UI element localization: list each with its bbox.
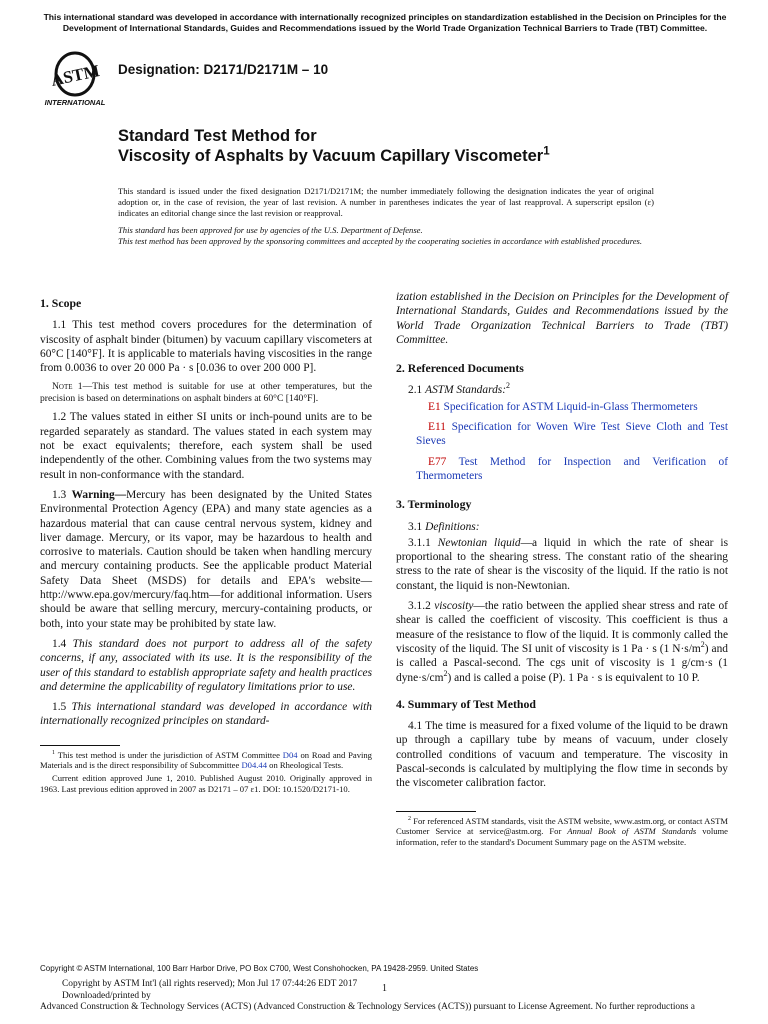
footnote-divider — [40, 745, 120, 746]
intro-block — [118, 186, 654, 253]
para-1-5-continued: ization established in the Decision on Principles for the Development of International Standards, Guides and Recommendations issued by the World Trade Organization Technical Barriers to Trade (TBT) Committee. — [396, 291, 728, 346]
left-column — [40, 290, 372, 797]
section-heading-referenced-documents: 2. Referenced Documents — [396, 361, 524, 376]
para-1-1: 1.1 This test method covers procedures for the determination of viscosity of asphalt binder (bitumen) by vacuum capillary viscometers at 60°C [140°F]. It is applicable to materials having viscosities in the range from 0.0036 to over 20 000 Pa · s [0.036 to over 200 000 P]. — [40, 319, 372, 375]
reference-e1[interactable]: E1 Specification for ASTM Liquid-in-Glass Thermometers — [428, 400, 698, 413]
title-footnote-ref[interactable]: 1 — [543, 145, 550, 158]
download-info: Copyright by ASTM Int'l (all rights reserved); Mon Jul 17 07:44:26 EDT 2017 Downloaded/printed by Advanced Construction & Technology Services (ACTS) (Advanced Construction & Technology Services (ACTS)) pursuant to License Agreement. No further reproductions a — [40, 979, 695, 1012]
title-line-2: Viscosity of Asphalts by Vacuum Capillary Viscometer$^1$ — [118, 145, 550, 165]
astm-logo-icon — [40, 50, 110, 108]
para-3-1: 3.1 Definitions: — [408, 520, 480, 533]
top-notice: This international standard was developed in accordance with internationally recognized principles on standardization established in the Decision on Principles for the Development of International Standards, Guides and Recommendations issued by the World Trade Organization Technical Barriers to Trade (TBT) Committee. — [43, 12, 727, 33]
page-footer — [40, 964, 760, 1014]
para-1-2: 1.2 The values stated in either SI units or inch-pound units are to be regarded separately as standard. The values stated in each system may not be exact equivalents; therefore, each system shall be used independently of the other. Combining values from the two systems may result in non-conformance with the standard. — [40, 411, 372, 481]
para-3-1-1: 3.1.1 Newtonian liquid—a liquid in which the rate of shear is proportional to the shearing stress. The constant ratio of the shearing stress to the rate of shear is the viscosity of the liquid. If the ratio is not constant, the liquid is non-Newtonian. — [396, 536, 728, 592]
copyright-line: Copyright © ASTM International, 100 Barr Harbor Drive, PO Box C700, West Conshohocken, PA 19428-2959. United States — [40, 964, 479, 973]
section-heading-terminology: 3. Terminology — [396, 497, 472, 512]
link-d04-44[interactable]: D04.44 — [241, 760, 267, 771]
reference-e11[interactable]: E11 Specification for Woven Wire Test Sieve Cloth and Test Sieves — [416, 421, 728, 448]
para-4-1: 4.1 The time is measured for a fixed volume of the liquid to be drawn up through a capillary tube by means of vacuum, under closely controlled conditions of vacuum and temperature. The viscosity in Pascal-seconds is calculated by multiplying the flow time in seconds by the viscometer calibration factor. — [396, 720, 728, 790]
footnote-1: $^1$ This test method is under the jurisdiction of ASTM Committee D04 on Road and Paving Materials and is the direct responsibility of Subcommittee D04.44 on Rheological Tests. Current edition approved June 1, 2010. Published August 2010. Originally approved in 1963. Last previous edition approved in 2007 as D2171 – 07 ε1. DOI: 10.1520/D2171-10. — [40, 749, 372, 794]
title-line-1: Standard Test Method for — [118, 127, 317, 145]
section-heading-scope: 1. Scope — [40, 296, 82, 310]
footnote-2: $^2$ For referenced ASTM standards, visit the ASTM website, www.astm.org, or contact ASTM Customer Service at service@astm.org. For Annual Book of ASTM Standards volume information, refer to the standard's Document Summary page on the ASTM website. — [396, 815, 729, 848]
para-1-5: 1.5 This international standard was developed in accordance with internationally recognized principles on standard- — [40, 701, 372, 728]
right-column — [396, 290, 728, 850]
note-1: Note 1—This test method is suitable for use at other temperatures, but the precision is based on determinations on asphalt binders at 60°C [140°F]. — [40, 381, 373, 404]
logo-text: ASTM — [49, 61, 102, 90]
para-3-1-2: 3.1.2 viscosity—the ratio between the applied shear stress and rate of shear is called the coefficient of viscosity. This coefficient is thus a measure of the resistance to flow of the liquid. It is commonly called the viscosity of the liquid. The SI unit of viscosity is 1 Pa · s (1 $N\cdot s/m^2$) and is called a Pascal-second. The cgs unit of viscosity is 1 g/cm·s (1 $dyne\cdot s/cm^2$) and is called a poise (P). 1 Pa · s is equivalent to 10 P. — [396, 600, 729, 684]
intro-approval-text: This test method has been approved by the sponsoring committees and accepted by the cooperating societies in accordance with established procedures. — [118, 236, 643, 246]
footnote-divider-2 — [396, 811, 476, 812]
para-2-1: 2.1 ASTM Standards:$^2$ — [408, 381, 510, 397]
page-number: 1 — [382, 983, 387, 994]
logo-subtext: INTERNATIONAL — [44, 98, 106, 107]
link-d04[interactable]: D04 — [282, 749, 298, 760]
section-heading-summary: 4. Summary of Test Method — [396, 696, 536, 711]
para-1-4: 1.4 This standard does not purport to address all of the safety concerns, if any, associated with its use. It is the responsibility of the user of this standard to establish appropriate safety and health practices and determine the applicability of regulatory limitations prior to use. — [40, 637, 372, 693]
designation: Designation: D2171/D2171M – 10 — [118, 62, 329, 77]
intro-designation-text: This standard is issued under the fixed designation D2171/D2171M; the number immediately following the designation indicates the year of original adoption or, in the case of revision, the year of last revision. A number in parentheses indicates the year of last reapproval. A superscript epsilon (ε) indicates an editorial change since the last revision or reapproval. — [118, 186, 654, 218]
para-1-3: 1.3 Warning—Mercury has been designated by the United States Environmental Protection Agency (EPA) and many state agencies as a hazardous material that can cause central nervous system, kidney and liver damage. Mercury, or its vapor, may be hazardous to health and corrosive to materials. Caution should be taken when handling mercury and mercury containing products. See the applicable product Material Safety Data Sheet (MSDS) for details and EPA's website—http://www.epa.gov/mercury/faq.htm—for additional information. Users should be aware that selling mercury, mercury-containing products, or both, into your state may be prohibited by state law. — [40, 488, 372, 630]
reference-e77[interactable]: E77 Test Method for Inspection and Verification of Thermometers — [416, 455, 728, 482]
intro-dod-text: This standard has been approved for use by agencies of the U.S. Department of Defense. — [118, 225, 423, 235]
document-title — [118, 126, 550, 166]
